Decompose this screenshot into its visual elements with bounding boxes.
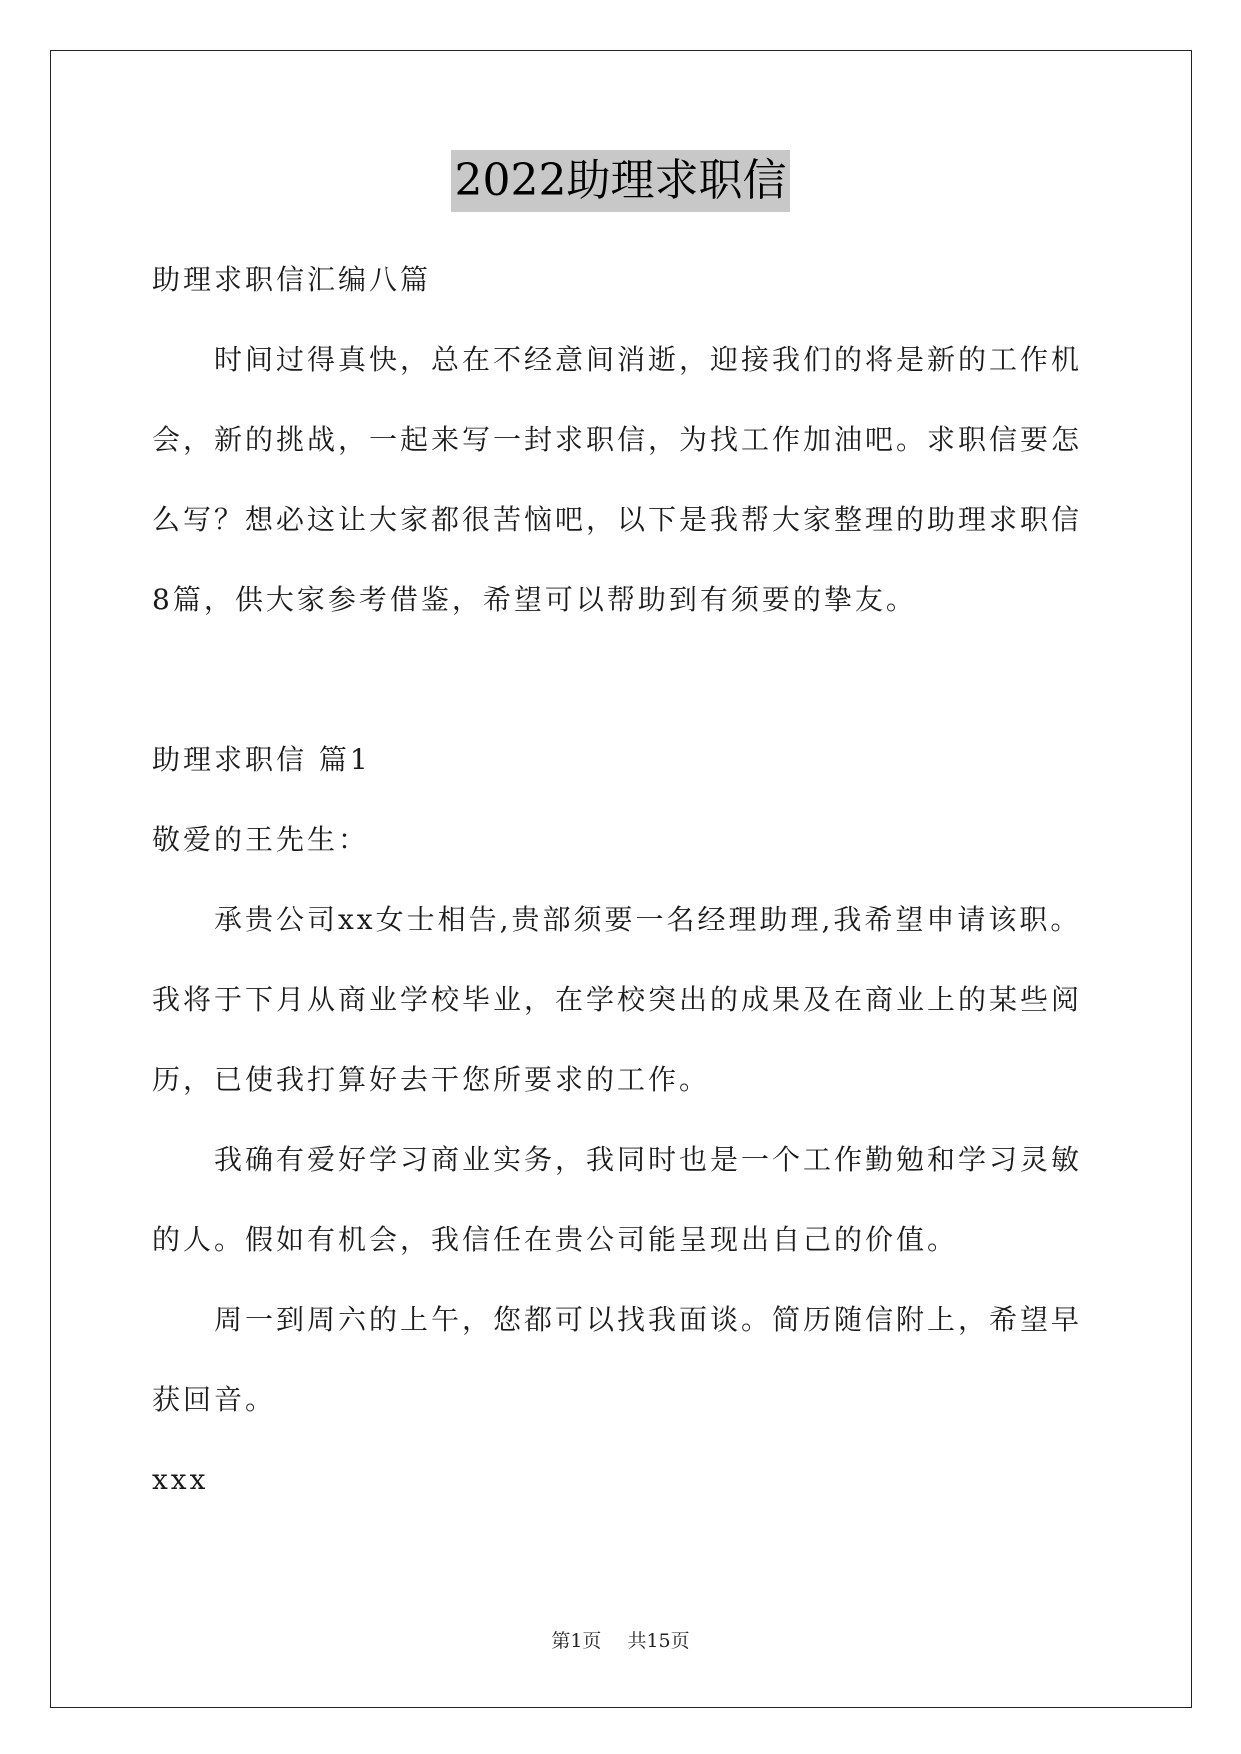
intro-line: 时间过得真快，总在不经意间消逝，迎接我们的将是新的工作机	[214, 343, 1083, 376]
page-number: 第1页	[551, 1630, 602, 1652]
intro-line: 会，新的挑战，一起来写一封求职信，为找工作加油吧。求职信要怎	[152, 423, 1083, 456]
body-line: 获回音。	[152, 1383, 277, 1416]
section-heading: 助理求职信 篇1	[152, 743, 371, 776]
subtitle: 助理求职信汇编八篇	[152, 263, 432, 296]
spacer	[152, 640, 1092, 720]
body-line: 我确有爱好学习商业实务，我同时也是一个工作勤勉和学习灵敏	[214, 1143, 1083, 1176]
document-title	[0, 150, 1241, 212]
page-total: 共15页	[627, 1630, 690, 1652]
body-line: 历，已使我打算好去干您所要求的工作。	[152, 1063, 711, 1096]
body-line: 承贵公司xx女士相告,贵部须要一名经理助理,我希望申请该职。	[214, 903, 1082, 936]
body-line: 的人。假如有机会，我信任在贵公司能呈现出自己的价值。	[152, 1223, 959, 1256]
intro-line: 么写？想必这让大家都很苦恼吧，以下是我帮大家整理的助理求职信	[152, 503, 1083, 536]
body-line: 周一到周六的上午，您都可以找我面谈。简历随信附上，希望早	[214, 1303, 1083, 1336]
page-footer	[0, 1626, 1241, 1653]
body-line: 我将于下月从商业学校毕业，在学校突出的成果及在商业上的某些阅	[152, 983, 1083, 1016]
document-title-text: 2022助理求职信	[451, 150, 791, 212]
document-body	[152, 240, 1092, 1520]
intro-line: 8篇，供大家参考借鉴，希望可以帮助到有须要的挚友。	[152, 583, 917, 616]
salutation: 敬爱的王先生：	[152, 823, 370, 856]
signature: xxx	[152, 1463, 209, 1496]
